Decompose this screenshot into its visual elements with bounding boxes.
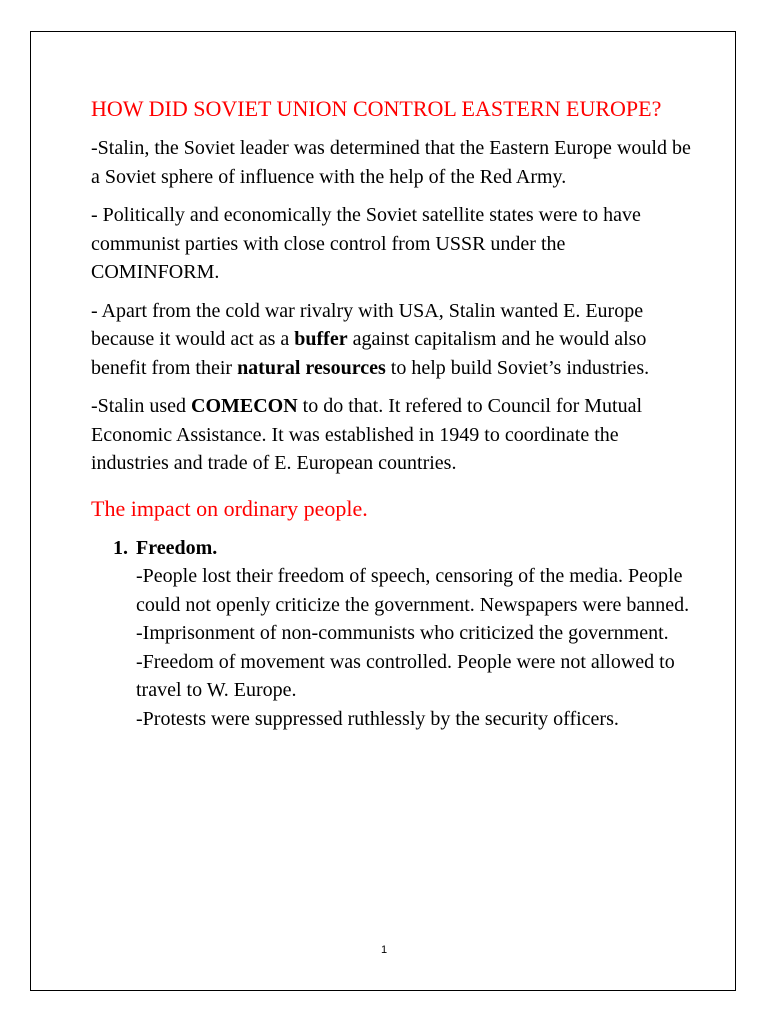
- paragraph-text: -Stalin used: [91, 395, 191, 417]
- list-line-speech: -People lost their freedom of speech, censoring of the media. People could not openly criticize the government. Newspapers were banned.: [136, 565, 690, 616]
- paragraph-text: to help build Soviet’s industries.: [385, 356, 650, 379]
- list-number: 1.: [113, 536, 128, 559]
- page-number: 1: [380, 944, 388, 956]
- paragraph-text: against capitalism and he would also benefit from their: [91, 328, 647, 379]
- paragraph-stalin-sphere: -Stalin, the Soviet leader was determined that the Eastern Europe would be a Soviet sphere of influence with the help of the Red Army.: [91, 137, 691, 188]
- list-item-freedom: [91, 534, 691, 734]
- list-line-imprisonment: -Imprisonment of non-communists who criticized the government.: [136, 622, 669, 644]
- bold-term-buffer: buffer: [294, 328, 348, 350]
- impact-list: [91, 534, 691, 734]
- paragraph-comecon: [91, 392, 691, 478]
- bold-term-comecon: COMECON: [191, 395, 298, 417]
- paragraph-cominform: - Politically and economically the Soviet satellite states were to have communist parties with close control from USSR under the COMINFORM.: [91, 204, 641, 283]
- document-content: [91, 94, 691, 733]
- list-line-protests: -Protests were suppressed ruthlessly by the security officers.: [136, 707, 619, 730]
- paragraph-text: - Apart from the cold war rivalry with USA, Stalin wanted E. Europe because it would act as a: [91, 299, 644, 350]
- paragraph-text: to do that. It refered to Council for Mutual Economic Assistance. It was established in 1949 to coordinate the industries and trade of E. European countries.: [91, 395, 643, 474]
- document-page: [30, 31, 736, 991]
- list-heading: Freedom.: [136, 536, 218, 559]
- document-title: HOW DID SOVIET UNION CONTROL EASTERN EUROPE?: [91, 96, 662, 121]
- paragraph-buffer: [91, 297, 691, 383]
- section-subheading: The impact on ordinary people.: [91, 495, 368, 521]
- list-line-movement: -Freedom of movement was controlled. People were not allowed to travel to W. Europe.: [136, 650, 675, 701]
- bold-term-natural-resources: natural resources: [237, 356, 386, 379]
